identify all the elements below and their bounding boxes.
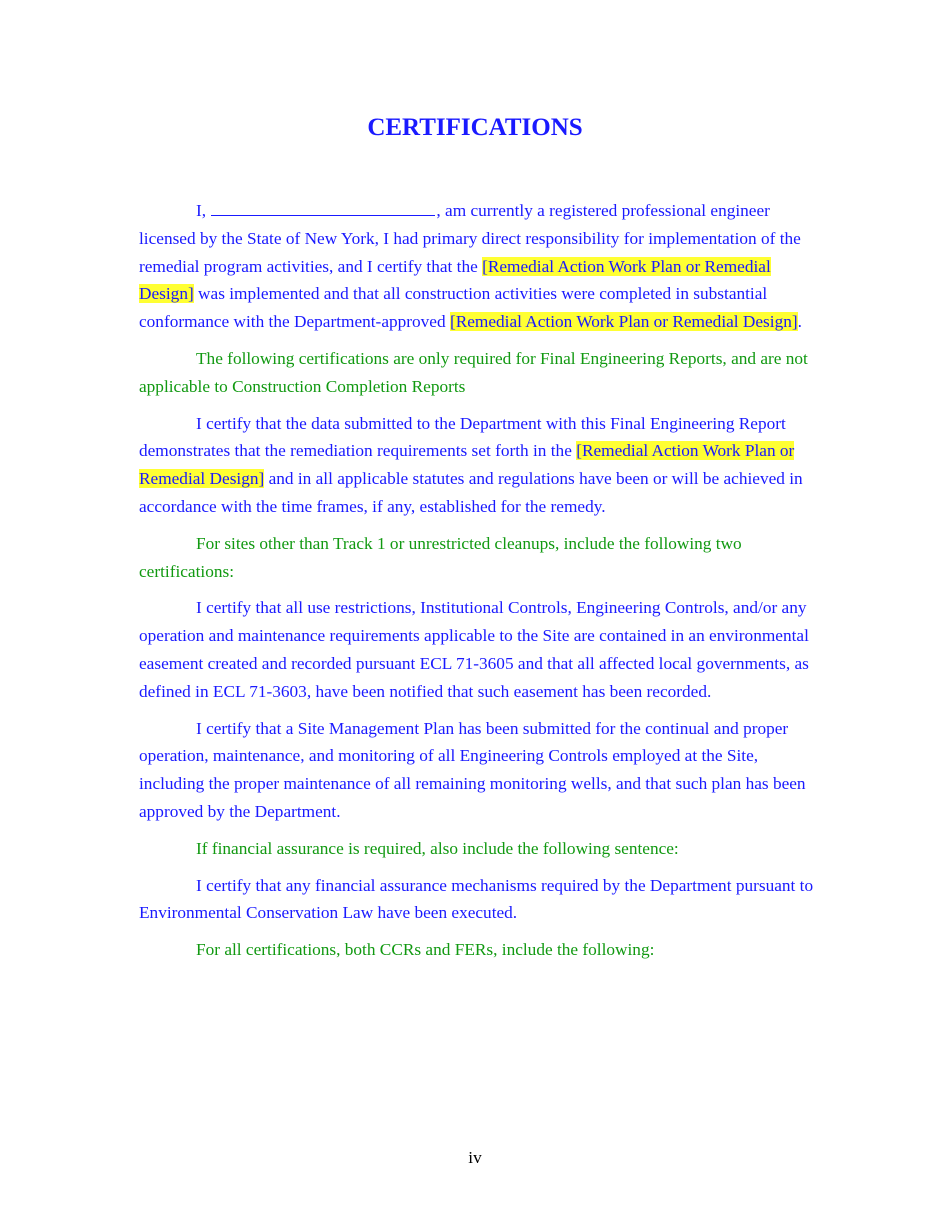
page-title: CERTIFICATIONS [367,114,583,141]
highlighted-placeholder: [Remedial Action Work Plan or Remedial Design] [139,441,795,489]
text-run: I, [196,201,211,220]
pe-certification-paragraph [139,197,819,336]
data-certification-paragraph [139,410,819,521]
text-run: I certify that the data submitted to the Department with this Final Engineering Report demonstrates that the remediation requirements set forth in the [139,413,786,461]
instruction-financial-assurance: If financial assurance is required, also include the following sentence: [196,838,679,858]
instruction-all-certifications: For all certifications, both CCRs and FERs, include the following: [196,940,655,960]
highlighted-placeholder: [Remedial Action Work Plan or Remedial Design] [449,312,798,332]
document-body [139,197,819,973]
text-run: , am currently a registered professional engineer licensed by the State of New York, I had primary direct responsibility for implementation of the remedial program activities, and I certify that the [139,201,801,276]
instruction-fer-only: The following certifications are only required for Final Engineering Reports, and are not applicable to Construction Completion Reports [139,348,808,396]
text-run: and in all applicable statutes and regulations have been or will be achieved in accordance with the time frames, if any, established for the remedy. [139,469,803,516]
instruction-other-sites: For sites other than Track 1 or unrestricted cleanups, include the following two certifications: [139,533,742,581]
highlighted-placeholder: [Remedial Action Work Plan or Remedial Design] [139,256,771,304]
use-restrictions-certification: I certify that all use restrictions, Institutional Controls, Engineering Controls, and/or any operation and maintenance requirements applicable to the Site are contained in an environmental easement created and recorded pursuant ECL 71-3605 and that all affected local governments, as defined in ECL 71-3603, have been notified that such easement has been recorded. [139,598,809,701]
engineer-name-blank [211,199,435,216]
text-run: . [797,312,802,332]
financial-assurance-certification: I certify that any financial assurance mechanisms required by the Department pursuant to Environmental Conservation Law have been executed. [139,875,814,923]
site-management-plan-certification: I certify that a Site Management Plan has been submitted for the continual and proper operation, maintenance, and monitoring of all Engineering Controls employed at the Site, including the proper maintenance of all remaining monitoring wells, and that such plan has been approved by the Department. [139,718,806,821]
page-number: iv [468,1148,482,1167]
text-run: was implemented and that all construction activities were completed in substantial conformance with the Department-approved [139,284,768,332]
